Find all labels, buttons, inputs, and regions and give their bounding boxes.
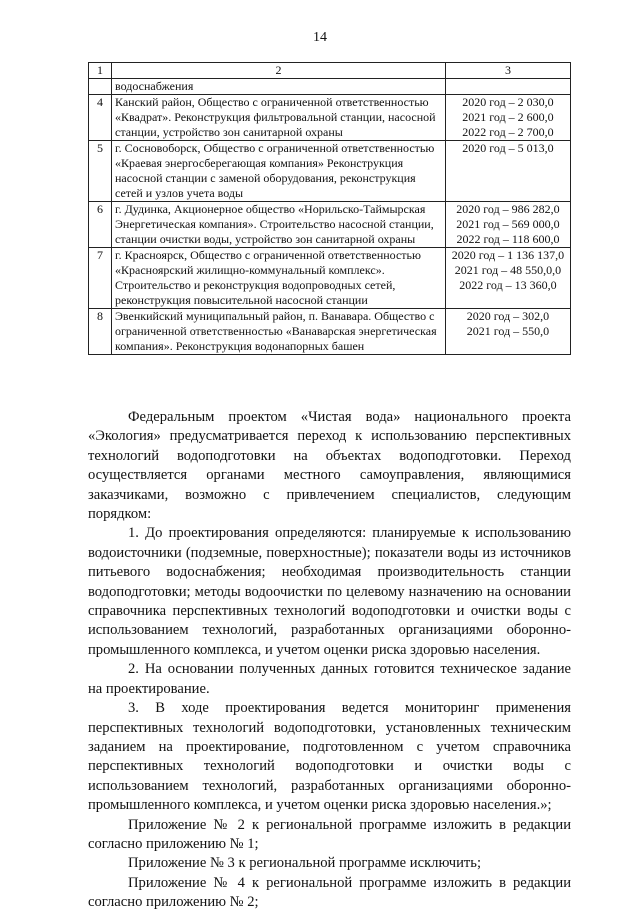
funding-values (446, 248, 571, 309)
column-header: 2 (112, 63, 446, 79)
funding-values (446, 141, 571, 202)
row-number (89, 79, 112, 95)
row-number: 7 (89, 248, 112, 309)
column-header: 3 (446, 63, 571, 79)
project-description: г. Красноярск, Общество с ограниченной ответственностью «Красноярский жилищно-коммунальный комплекс». Строительство и реконструкция водопроводных сетей, реконструкция повысительной насосной станции (112, 248, 446, 309)
paragraph: 2. На основании полученных данных готовится техническое задание на проектирование. (88, 661, 571, 697)
table-row (89, 79, 571, 95)
row-number: 4 (89, 95, 112, 141)
projects-table (88, 62, 571, 355)
table-row (89, 202, 571, 248)
funding-values (446, 202, 571, 248)
funding-value: 2020 год – 986 282,0 (456, 202, 560, 216)
table-header-row (89, 63, 571, 79)
funding-value: 2020 год – 2 030,0 (462, 95, 554, 109)
paragraph: Федеральным проектом «Чистая вода» национального проекта «Экология» предусматривается переход к использованию перспективных технологий водоподготовки на объектах водоподготовки. Переход осуществляется органами местного самоуправления, являющимися заказчиками, возможно с привлечением специалистов, следующим порядком: (88, 409, 571, 523)
paragraph: Приложение № 2 к региональной программе изложить в редакции согласно приложению № 1; (88, 816, 571, 852)
funding-values (446, 95, 571, 141)
row-number: 8 (89, 309, 112, 355)
funding-value: 2021 год – 48 550,0,0 (454, 263, 562, 277)
project-description: Канский район, Общество с ограниченной ответственностью «Квадрат». Реконструкция фильтровальной станции, насосной станции, устройство зон санитарной охраны (112, 95, 446, 141)
project-description: Эвенкийский муниципальный район, п. Ванавара. Общество с ограниченной ответственностью «Ванаварская энергетическая компания». Реконструкция водонапорных башен (112, 309, 446, 355)
funding-values (446, 79, 571, 95)
project-description: водоснабжения (112, 79, 446, 95)
paragraph: 1. До проектирования определяются: планируемые к использованию водоисточники (подземные, поверхностные); показатели воды из источников питьевого водоснабжения; необходимая производительность станции водоподготовки; методы водоочистки по целевому назначению на основании справочника перспективных технологий водоподготовки и очистки воды с использованием технологий, разработанных организациями оборонно-промышленного комплекса, и учетом оценки риска здоровью населения. (88, 525, 571, 658)
funding-values (446, 309, 571, 355)
table-row (89, 248, 571, 309)
funding-value: 2022 год – 118 600,0 (456, 232, 560, 246)
body-text (88, 408, 571, 913)
project-description: г. Сосновоборск, Общество с ограниченной ответственностью «Краевая энергосберегающая компания» Реконструкция насосной станции с заменой оборудования, реконструкция сетей и узлов учета воды (112, 141, 446, 202)
funding-value: 2022 год – 13 360,0 (459, 278, 557, 292)
funding-value: 2020 год – 1 136 137,0 (451, 248, 565, 262)
table-row (89, 95, 571, 141)
project-description: г. Дудинка, Акционерное общество «Норильско-Таймырская Энергетическая компания». Строительство насосной станции, станции очистки воды, устройство зон санитарной охраны (112, 202, 446, 248)
paragraph: 3. В ходе проектирования ведется мониторинг применения перспективных технологий водоподготовки, установленных техническим заданием на проектирование, подготовленном с учетом справочника перспективных технологий водоподготовки и очистки воды с использованием технологий, разработанных организациями оборонно-промышленного комплекса, и учетом оценки риска здоровью населения.»; (88, 700, 571, 814)
paragraph: Приложение № 3 к региональной программе исключить; (128, 855, 482, 872)
funding-value: 2021 год – 550,0 (466, 324, 550, 338)
funding-value: 2020 год – 5 013,0 (462, 141, 554, 155)
table-row (89, 141, 571, 202)
page-number: 14 (313, 30, 327, 45)
funding-value: 2021 год – 569 000,0 (456, 217, 560, 231)
column-header: 1 (89, 63, 112, 79)
paragraph: Приложение № 4 к региональной программе изложить в редакции согласно приложению № 2; (88, 874, 571, 911)
table-body (89, 79, 571, 355)
row-number: 5 (89, 141, 112, 202)
funding-value: 2022 год – 2 700,0 (462, 125, 554, 139)
funding-value: 2020 год – 302,0 (466, 309, 550, 323)
row-number: 6 (89, 202, 112, 248)
funding-value: 2021 год – 2 600,0 (462, 110, 554, 124)
table-row (89, 309, 571, 355)
